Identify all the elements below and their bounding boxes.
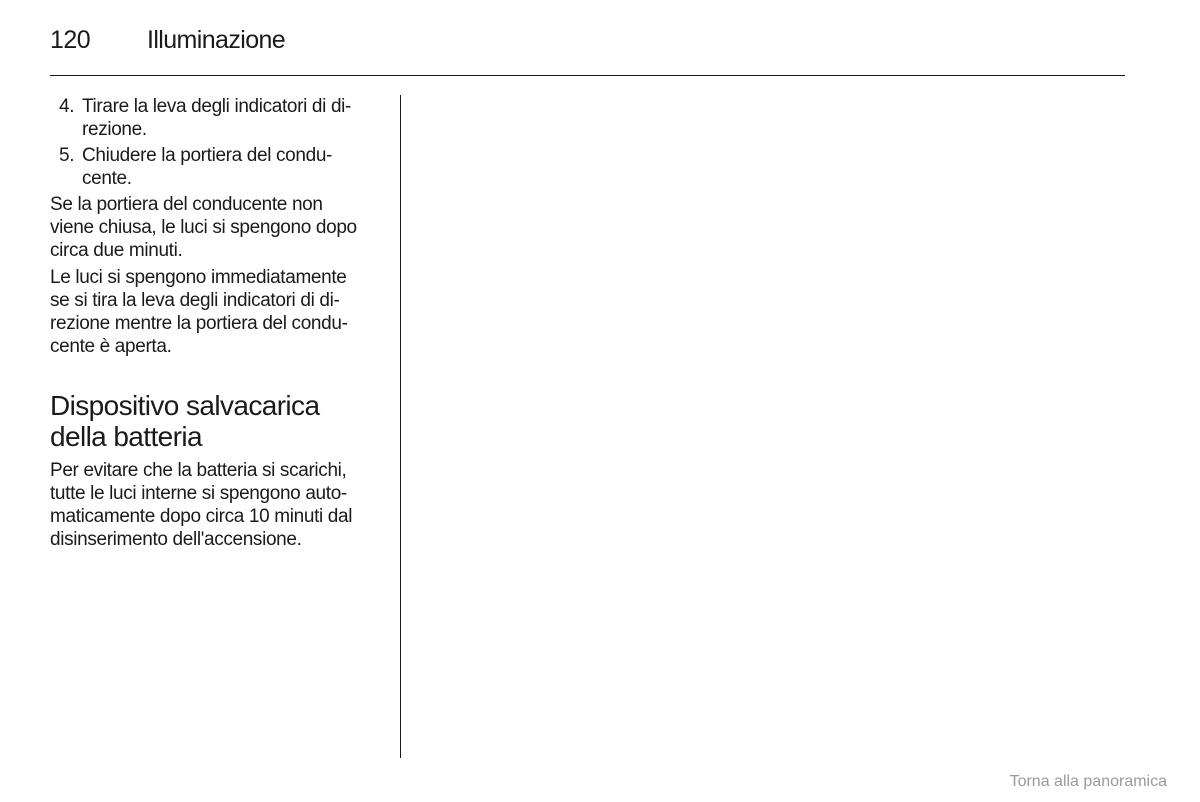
left-column [50, 95, 383, 555]
paragraph [50, 459, 383, 551]
step-text-line: rezione. [82, 119, 147, 140]
paragraph [50, 266, 383, 358]
text-line: Le luci si spengono immediatamente [50, 267, 347, 288]
subheading-line: della batteria [50, 421, 202, 452]
step-item [50, 144, 383, 190]
text-line: cente è aperta. [50, 336, 172, 357]
back-to-overview-link[interactable]: Torna alla panoramica [1009, 773, 1167, 790]
text-line: circa due minuti. [50, 240, 183, 261]
step-text-line: Chiudere la portiera del condu- [82, 145, 333, 166]
subheading-line: Dispositivo salvacarica [50, 390, 320, 421]
text-line: Per evitare che la batteria si scarichi, [50, 460, 347, 481]
text-line: rezione mentre la portiera del condu- [50, 313, 348, 334]
header-divider [50, 75, 1125, 76]
step-text-line: Tirare la leva degli indicatori di di- [82, 96, 352, 117]
step-item [50, 95, 383, 141]
text-line: disinserimento dell'accensione. [50, 529, 302, 550]
text-line: maticamente dopo circa 10 minuti dal [50, 506, 353, 527]
step-text-line: cente. [82, 168, 132, 189]
step-number: 4. [59, 96, 75, 117]
section-title: Illuminazione [147, 26, 286, 54]
page-number: 120 [50, 26, 91, 54]
text-line: viene chiusa, le luci si spengono dopo [50, 217, 357, 238]
text-line: Se la portiera del conducente non [50, 194, 323, 215]
column-divider [400, 95, 401, 758]
subheading [50, 390, 383, 452]
step-number: 5. [59, 145, 75, 166]
paragraph [50, 193, 383, 262]
text-line: tutte le luci interne si spengono auto- [50, 483, 347, 504]
text-line: se si tira la leva degli indicatori di di- [50, 290, 340, 311]
